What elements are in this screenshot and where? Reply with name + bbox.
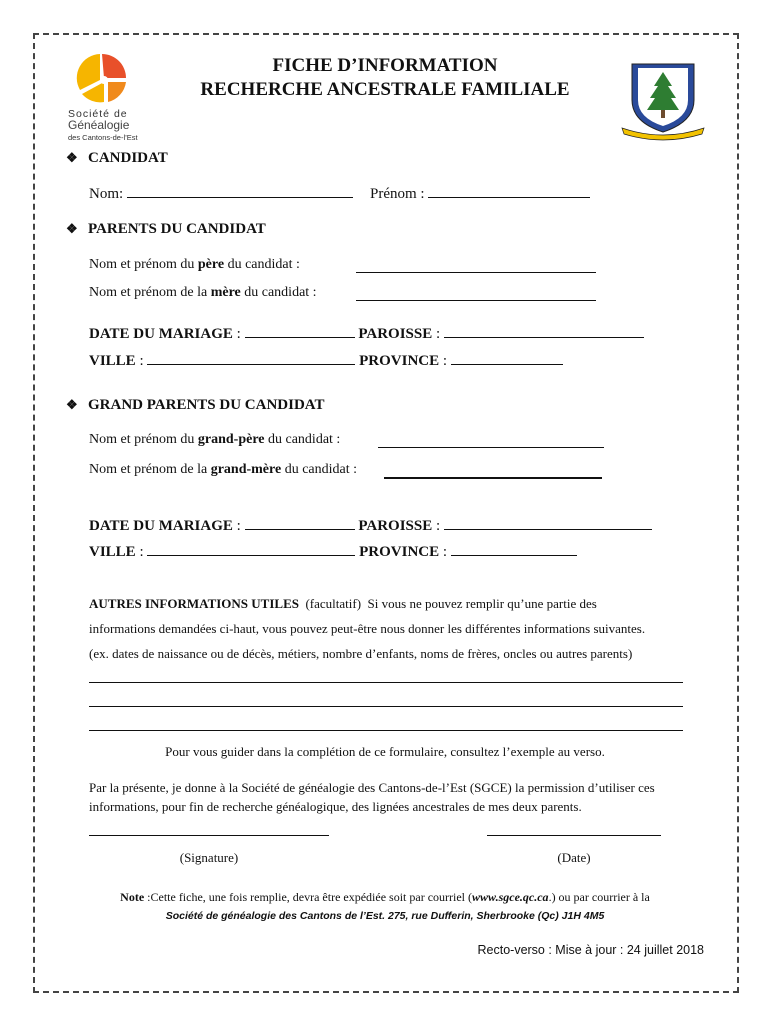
gp-paroisse-field[interactable]	[444, 517, 652, 530]
logo-line-2: Généalogie	[68, 118, 130, 132]
note-text: .) ou par courrier à la	[548, 890, 650, 904]
coat-of-arms-icon	[620, 62, 706, 142]
permission-line-2: informations, pour fin de recherche généalogique, des lignées ancestrales de mes deux parents.	[89, 799, 582, 814]
grand-pere-field[interactable]	[378, 435, 604, 448]
colon: :	[439, 544, 451, 560]
autres-line-1	[89, 596, 597, 612]
gp-ville-field[interactable]	[147, 543, 355, 556]
autres-answer-line-2[interactable]	[89, 706, 683, 707]
prenom-row	[370, 185, 590, 203]
date-label: (Date)	[557, 850, 591, 865]
colon: :	[232, 518, 245, 534]
gp-date-mariage-row	[89, 517, 652, 535]
colon: :	[432, 518, 444, 534]
date-mariage-label: DATE DU MARIAGE	[89, 518, 233, 534]
prenom-field[interactable]	[428, 185, 590, 198]
gp-ville-row	[89, 543, 577, 561]
permission-line-1: Par la présente, je donne à la Société de généalogie des Cantons-de-l’Est (SGCE) la permission d’utiliser ces	[89, 780, 655, 795]
autres-heading: AUTRES INFORMATIONS UTILES	[89, 596, 299, 611]
logo-line-3: des Cantons-de-l’Est	[68, 133, 138, 142]
grand-mere-field[interactable]	[384, 465, 602, 479]
paroisse-label: PAROISSE	[358, 326, 433, 342]
section-heading: CANDIDAT	[88, 150, 168, 166]
province-label: PROVINCE	[359, 353, 440, 369]
autres-answer-line-1[interactable]	[89, 682, 683, 683]
colon: :	[432, 326, 444, 342]
parents-ville-field[interactable]	[147, 352, 355, 365]
label-bold: grand-père	[197, 432, 265, 447]
section-grandparents	[66, 397, 325, 414]
label-bold: grand-mère	[210, 462, 282, 477]
footer-update: Recto-verso : Mise à jour : 24 juillet 2018	[477, 943, 704, 957]
page-title-line-1: FICHE D’INFORMATION	[272, 55, 498, 76]
autres-line-3: (ex. dates de naissance ou de décès, métiers, nombre d’enfants, noms de frères, oncles ou autres parents)	[89, 646, 633, 661]
page-border	[33, 33, 739, 993]
note-line-1	[0, 890, 770, 905]
label-text: du candidat :	[264, 432, 341, 447]
colon: :	[232, 326, 245, 342]
label-bold: père	[197, 257, 225, 272]
grand-mere-label	[89, 462, 357, 478]
prenom-label: Prénom :	[370, 186, 425, 202]
signature-label: (Signature)	[179, 850, 239, 865]
label-text: Nom et prénom de la	[89, 462, 211, 477]
ville-label: VILLE	[89, 353, 136, 369]
colon: :	[135, 353, 148, 369]
paroisse-label: PAROISSE	[358, 518, 433, 534]
pere-label	[89, 257, 300, 273]
date-mariage-label: DATE DU MARIAGE	[89, 326, 233, 342]
label-text: Nom et prénom du	[89, 257, 198, 272]
label-text: Nom et prénom de la	[89, 285, 211, 300]
parents-province-field[interactable]	[451, 352, 563, 365]
note-text: :Cette fiche, une fois remplie, devra être expédiée soit par courriel (	[144, 890, 473, 904]
colon: :	[439, 353, 451, 369]
section-heading: PARENTS DU CANDIDAT	[88, 221, 266, 237]
autres-answer-line-3[interactable]	[89, 730, 683, 731]
signature-field[interactable]	[89, 835, 329, 836]
note-address: Société de généalogie des Cantons de l’Est. 275, rue Dufferin, Sherbrooke (Qc) J1H 4M5	[165, 910, 605, 922]
ville-label: VILLE	[89, 544, 136, 560]
label-text: Nom et prénom du	[89, 432, 198, 447]
pere-field[interactable]	[356, 260, 596, 273]
autres-line-2: informations demandées ci-haut, vous pouvez peut-être nous donner les différentes informations suivantes.	[89, 621, 646, 636]
diamond-bullet-icon: ❖	[66, 150, 78, 165]
label-text: du candidat :	[281, 462, 357, 477]
parents-date-mariage-field[interactable]	[245, 325, 355, 338]
label-text: du candidat :	[224, 257, 300, 272]
logo-line-1: Société de	[68, 108, 128, 120]
nom-row	[89, 185, 353, 203]
gp-province-field[interactable]	[451, 543, 577, 556]
label-bold: mère	[210, 285, 241, 300]
mere-field[interactable]	[356, 288, 596, 301]
note-email-link[interactable]: www.sgce.qc.ca	[472, 890, 549, 904]
note-bold: Note	[120, 890, 145, 904]
parents-ville-row	[89, 352, 563, 370]
mere-label	[89, 285, 317, 301]
parents-paroisse-field[interactable]	[444, 325, 644, 338]
diamond-bullet-icon: ❖	[66, 397, 78, 412]
nom-label: Nom:	[89, 186, 124, 202]
section-heading: GRAND PARENTS DU CANDIDAT	[88, 397, 325, 413]
nom-field[interactable]	[127, 185, 353, 198]
autres-text: Si vous ne pouvez remplir qu’une partie des	[367, 596, 597, 611]
colon: :	[135, 544, 148, 560]
section-parents	[66, 221, 266, 238]
grand-pere-label	[89, 432, 340, 448]
gp-date-mariage-field[interactable]	[245, 517, 355, 530]
guide-text: Pour vous guider dans la complétion de ce formulaire, consultez l’exemple au verso.	[165, 744, 605, 759]
date-field[interactable]	[487, 835, 661, 836]
section-candidat	[66, 150, 168, 167]
province-label: PROVINCE	[359, 544, 440, 560]
label-text: du candidat :	[240, 285, 317, 300]
diamond-bullet-icon: ❖	[66, 221, 78, 236]
page-title-line-2: RECHERCHE ANCESTRALE FAMILIALE	[200, 79, 570, 100]
optional-label: (facultatif)	[305, 596, 362, 611]
parents-date-mariage-row	[89, 325, 644, 343]
